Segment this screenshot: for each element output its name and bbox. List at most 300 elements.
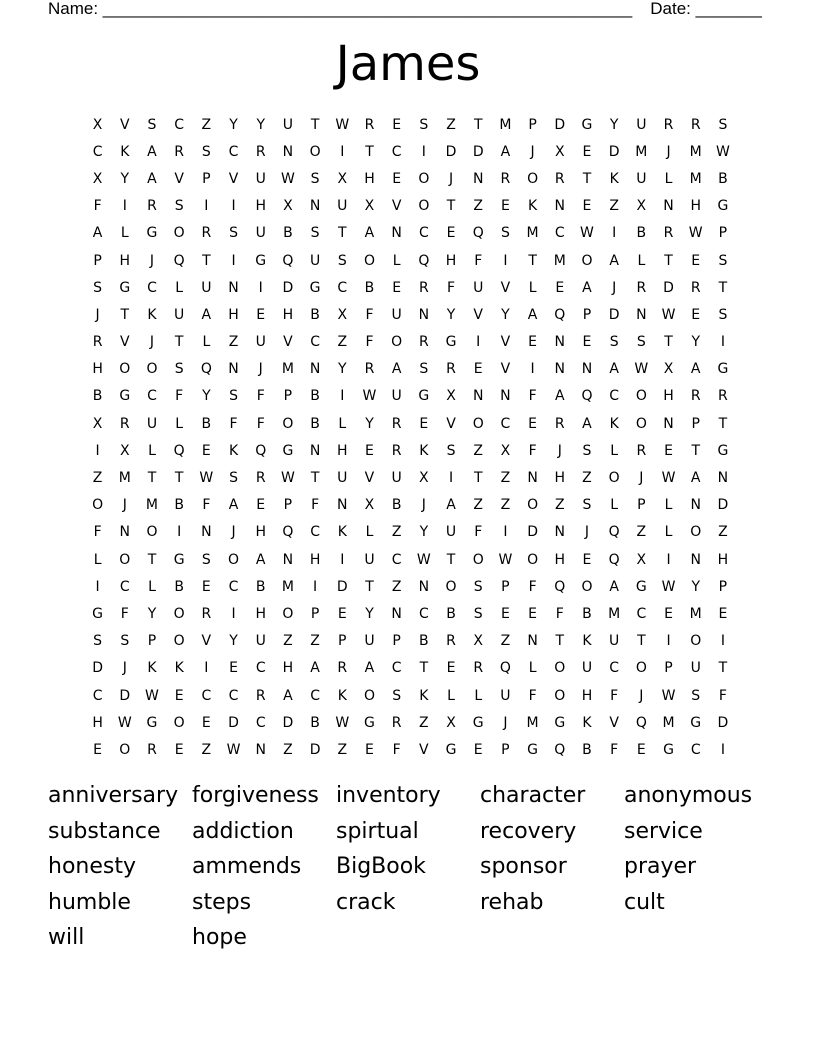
grid-letter: X bbox=[636, 198, 647, 215]
grid-letter: K bbox=[147, 306, 157, 323]
grid-letter: W bbox=[416, 551, 431, 568]
grid-letter: C bbox=[310, 524, 320, 541]
grid-letter: J bbox=[666, 143, 671, 160]
grid-letter: U bbox=[201, 279, 212, 296]
grid-letter: O bbox=[418, 170, 430, 187]
grid-letter: P bbox=[93, 252, 102, 269]
grid-letter: L bbox=[664, 497, 673, 514]
grid-letter: O bbox=[418, 198, 430, 215]
grid-letter: N bbox=[472, 388, 484, 405]
grid-letter: R bbox=[554, 415, 565, 432]
grid-letter: A bbox=[554, 388, 565, 405]
grid-letter: E bbox=[93, 741, 103, 758]
grid-letter: O bbox=[173, 633, 185, 650]
grid-letter: N bbox=[472, 170, 484, 187]
grid-letter: K bbox=[337, 687, 347, 704]
grid-letter: E bbox=[718, 605, 728, 622]
grid-letter: P bbox=[392, 633, 401, 650]
grid-letter: K bbox=[609, 415, 619, 432]
grid-letter: X bbox=[663, 361, 674, 378]
grid-letter: M bbox=[526, 225, 539, 242]
word-bank-item: honesty bbox=[48, 854, 136, 879]
grid-letter: X bbox=[337, 306, 348, 323]
grid-letter: A bbox=[228, 497, 239, 514]
grid-letter: F bbox=[392, 741, 401, 758]
grid-letter: U bbox=[364, 633, 375, 650]
grid-letter: F bbox=[120, 605, 129, 622]
grid-letter: D bbox=[663, 279, 674, 296]
grid-letter: Q bbox=[554, 306, 566, 323]
grid-letter: P bbox=[718, 578, 728, 595]
grid-letter: P bbox=[310, 605, 320, 622]
grid-letter: T bbox=[365, 578, 374, 595]
grid-letter: X bbox=[119, 442, 130, 459]
grid-letter: R bbox=[364, 116, 375, 133]
grid-letter: C bbox=[418, 605, 429, 622]
grid-letter: L bbox=[392, 252, 401, 269]
grid-letter: N bbox=[636, 306, 647, 323]
grid-letter: U bbox=[445, 524, 457, 541]
grid-letter: H bbox=[255, 605, 266, 622]
grid-letter: M bbox=[281, 578, 294, 595]
grid-letter: A bbox=[582, 415, 592, 432]
grid-letter: C bbox=[228, 143, 239, 160]
grid-letter: C bbox=[255, 714, 266, 731]
grid-letter: D bbox=[554, 116, 566, 133]
grid-letter: I bbox=[204, 660, 209, 677]
grid-letter: T bbox=[446, 551, 456, 568]
grid-letter: Y bbox=[691, 578, 700, 595]
word-bank-item: addiction bbox=[192, 818, 294, 844]
grid-letter: Q bbox=[554, 578, 566, 595]
grid-letter: X bbox=[446, 714, 456, 731]
grid-letter: O bbox=[445, 578, 457, 595]
grid-letter: I bbox=[340, 551, 345, 568]
grid-letter: T bbox=[310, 116, 320, 133]
grid-letter: B bbox=[718, 170, 728, 187]
grid-letter: B bbox=[310, 415, 320, 432]
grid-letter: Z bbox=[92, 470, 103, 487]
grid-letter: K bbox=[228, 442, 239, 459]
grid-letter: O bbox=[173, 225, 185, 242]
grid-letter: E bbox=[500, 605, 510, 622]
grid-letter: U bbox=[636, 116, 647, 133]
grid-letter: Z bbox=[446, 116, 456, 133]
grid-letter: U bbox=[337, 198, 348, 215]
grid-letter: I bbox=[612, 225, 617, 242]
grid-letter: O bbox=[146, 524, 158, 541]
grid-letter: F bbox=[474, 524, 483, 541]
grid-letter: B bbox=[310, 306, 320, 323]
grid-letter: B bbox=[446, 605, 456, 622]
grid-letter: P bbox=[202, 170, 211, 187]
grid-letter: F bbox=[528, 388, 537, 405]
grid-letter: U bbox=[146, 415, 158, 432]
grid-letter: J bbox=[122, 497, 127, 514]
grid-letter: J bbox=[448, 170, 454, 187]
grid-letter: K bbox=[174, 660, 184, 677]
grid-letter: I bbox=[204, 198, 209, 215]
grid-letter: H bbox=[255, 198, 266, 215]
grid-letter: A bbox=[500, 143, 511, 160]
grid-letter: N bbox=[391, 605, 402, 622]
grid-letter: J bbox=[149, 334, 155, 351]
grid-letter: R bbox=[446, 633, 456, 650]
grid-letter: N bbox=[527, 633, 538, 650]
grid-letter: I bbox=[448, 470, 454, 487]
grid-letter: O bbox=[554, 687, 566, 704]
grid-letter: V bbox=[228, 170, 239, 187]
grid-letter: F bbox=[474, 252, 483, 269]
grid-letter: C bbox=[391, 143, 402, 160]
grid-letter: N bbox=[554, 524, 566, 541]
grid-letter: Z bbox=[718, 524, 728, 541]
grid-letter: W bbox=[199, 470, 214, 487]
grid-letter: A bbox=[310, 660, 320, 677]
grid-letter: S bbox=[229, 225, 238, 242]
grid-letter: B bbox=[310, 714, 320, 731]
grid-letter: F bbox=[365, 306, 374, 323]
grid-letter: T bbox=[174, 470, 184, 487]
grid-letter: S bbox=[609, 334, 619, 351]
grid-letter: J bbox=[258, 361, 263, 378]
grid-letter: C bbox=[228, 578, 239, 595]
grid-letter: I bbox=[340, 388, 345, 405]
grid-letter: O bbox=[119, 741, 131, 758]
grid-letter: W bbox=[688, 225, 703, 242]
word-bank-item: cult bbox=[624, 889, 665, 915]
grid-letter: R bbox=[690, 388, 701, 405]
word-bank-item: prayer bbox=[624, 854, 697, 879]
grid-letter: A bbox=[609, 578, 619, 595]
grid-letter: R bbox=[554, 170, 565, 187]
grid-letter: H bbox=[554, 551, 566, 568]
grid-letter: U bbox=[690, 660, 701, 677]
grid-letter: O bbox=[282, 605, 294, 622]
grid-letter: H bbox=[663, 388, 674, 405]
grid-letter: Y bbox=[229, 116, 238, 133]
grid-letter: C bbox=[337, 279, 348, 296]
grid-letter: T bbox=[691, 442, 700, 459]
grid-letter: U bbox=[391, 470, 402, 487]
grid-letter: I bbox=[122, 198, 127, 215]
grid-letter: Z bbox=[337, 334, 348, 351]
grid-letter: L bbox=[365, 524, 374, 541]
grid-letter: R bbox=[364, 361, 375, 378]
grid-letter: K bbox=[609, 170, 619, 187]
grid-letter: N bbox=[663, 198, 674, 215]
grid-letter: B bbox=[201, 415, 212, 432]
grid-letter: R bbox=[92, 334, 103, 351]
word-bank bbox=[48, 778, 768, 956]
grid-letter: Y bbox=[229, 633, 238, 650]
grid-letter: F bbox=[528, 687, 537, 704]
grid-letter: T bbox=[473, 116, 483, 133]
grid-letter: B bbox=[636, 225, 647, 242]
grid-letter: F bbox=[528, 442, 537, 459]
grid-letter: N bbox=[554, 198, 566, 215]
grid-letter: V bbox=[283, 334, 293, 351]
grid-letter: K bbox=[582, 714, 592, 731]
grid-letter: X bbox=[364, 198, 375, 215]
grid-letter: Z bbox=[582, 470, 592, 487]
grid-letter: C bbox=[92, 687, 103, 704]
word-bank-item: character bbox=[480, 783, 586, 808]
grid-letter: N bbox=[255, 741, 266, 758]
grid-letter: H bbox=[717, 551, 729, 568]
grid-letter: A bbox=[364, 660, 375, 677]
word-bank-item: forgiveness bbox=[192, 783, 319, 808]
grid-letter: W bbox=[661, 470, 676, 487]
grid-letter: H bbox=[364, 170, 375, 187]
grid-letter: Z bbox=[554, 497, 565, 514]
grid-letter: L bbox=[93, 551, 102, 568]
grid-letter: D bbox=[472, 143, 484, 160]
grid-letter: Y bbox=[365, 605, 374, 622]
grid-letter: Q bbox=[472, 225, 484, 242]
grid-letter: L bbox=[610, 442, 619, 459]
grid-letter: T bbox=[419, 660, 429, 677]
grid-letter: G bbox=[146, 714, 158, 731]
grid-letter: E bbox=[174, 687, 184, 704]
grid-letter: Q bbox=[255, 442, 267, 459]
grid-letter: U bbox=[609, 633, 620, 650]
grid-letter: X bbox=[92, 116, 103, 133]
grid-letter: E bbox=[691, 306, 701, 323]
grid-letter: D bbox=[282, 279, 294, 296]
grid-letter: L bbox=[447, 687, 455, 704]
grid-letter: A bbox=[147, 170, 157, 187]
grid-letter: G bbox=[663, 741, 674, 758]
grid-letter: W bbox=[715, 143, 730, 160]
word-bank-item: steps bbox=[192, 889, 252, 915]
grid-letter: X bbox=[419, 470, 429, 487]
grid-letter: I bbox=[258, 279, 263, 296]
grid-letter: D bbox=[309, 741, 321, 758]
grid-letter: R bbox=[446, 361, 456, 378]
grid-letter: R bbox=[255, 687, 266, 704]
grid-letter: Y bbox=[202, 388, 211, 405]
grid-letter: R bbox=[174, 143, 185, 160]
grid-letter: B bbox=[92, 388, 103, 405]
grid-letter: K bbox=[419, 442, 429, 459]
grid-letter: L bbox=[610, 497, 619, 514]
word-bank-item: humble bbox=[48, 889, 131, 915]
grid-letter: R bbox=[255, 470, 266, 487]
grid-letter: E bbox=[473, 361, 483, 378]
grid-letter: Y bbox=[609, 116, 619, 133]
grid-letter: A bbox=[446, 497, 456, 514]
grid-letter: T bbox=[528, 252, 537, 269]
grid-letter: C bbox=[92, 143, 103, 160]
grid-letter: Z bbox=[419, 714, 429, 731]
grid-letter: S bbox=[691, 687, 701, 704]
grid-letter: G bbox=[119, 388, 131, 405]
grid-letter: N bbox=[309, 442, 321, 459]
grid-letter: C bbox=[391, 660, 402, 677]
grid-letter: Z bbox=[473, 442, 484, 459]
grid-letter: O bbox=[146, 361, 158, 378]
grid-letter: G bbox=[418, 388, 430, 405]
grid-letter: C bbox=[500, 415, 511, 432]
grid-letter: F bbox=[528, 578, 537, 595]
grid-letter: E bbox=[528, 415, 538, 432]
grid-letter: N bbox=[282, 143, 294, 160]
grid-letter: M bbox=[608, 605, 621, 622]
grid-letter: Q bbox=[282, 252, 294, 269]
grid-letter: P bbox=[691, 415, 700, 432]
grid-letter: I bbox=[720, 334, 725, 351]
grid-letter: H bbox=[445, 252, 457, 269]
grid-letter: V bbox=[364, 470, 375, 487]
grid-letter: X bbox=[92, 415, 103, 432]
grid-letter: W bbox=[580, 225, 594, 242]
name-label: Name: ________________________________________________________ bbox=[48, 0, 633, 18]
grid-letter: S bbox=[582, 442, 592, 459]
grid-letter: A bbox=[690, 361, 701, 378]
grid-letter: Y bbox=[419, 524, 429, 541]
grid-letter: U bbox=[636, 170, 647, 187]
grid-letter: N bbox=[228, 279, 239, 296]
grid-letter: S bbox=[582, 497, 592, 514]
grid-letter: I bbox=[421, 143, 426, 160]
grid-letter: S bbox=[93, 633, 103, 650]
grid-letter: V bbox=[201, 633, 212, 650]
grid-letter: G bbox=[472, 714, 484, 731]
grid-letter: X bbox=[636, 551, 647, 568]
grid-letter: E bbox=[392, 116, 402, 133]
grid-letter: E bbox=[256, 497, 266, 514]
grid-letter: E bbox=[337, 605, 347, 622]
word-bank-item: crack bbox=[336, 889, 396, 915]
grid-letter: V bbox=[174, 170, 184, 187]
grid-letter: E bbox=[582, 198, 592, 215]
word-bank-item: rehab bbox=[480, 889, 544, 915]
date-label: Date: _______ bbox=[650, 0, 762, 18]
grid-letter: W bbox=[661, 578, 676, 595]
grid-letter: H bbox=[92, 361, 103, 378]
grid-letter: M bbox=[553, 252, 566, 269]
grid-letter: O bbox=[363, 252, 375, 269]
grid-letter: S bbox=[201, 551, 211, 568]
grid-letter: M bbox=[499, 116, 512, 133]
grid-letter: D bbox=[119, 687, 131, 704]
grid-letter: N bbox=[337, 497, 348, 514]
grid-letter: M bbox=[635, 143, 648, 160]
grid-letter: N bbox=[690, 497, 701, 514]
grid-letter: B bbox=[582, 605, 592, 622]
grid-letter: I bbox=[720, 633, 725, 650]
grid-letter: Q bbox=[635, 714, 647, 731]
grid-letter: U bbox=[255, 334, 266, 351]
grid-letter: F bbox=[610, 687, 619, 704]
grid-letter: R bbox=[418, 334, 429, 351]
grid-letter: G bbox=[146, 225, 158, 242]
grid-letter: H bbox=[119, 252, 131, 269]
grid-letter: T bbox=[718, 279, 728, 296]
grid-letter: D bbox=[445, 143, 457, 160]
grid-letter: Z bbox=[636, 524, 647, 541]
grid-letter: O bbox=[119, 361, 131, 378]
grid-letter: R bbox=[690, 116, 701, 133]
grid-letter: A bbox=[92, 225, 103, 242]
grid-letter: H bbox=[282, 306, 294, 323]
grid-letter: R bbox=[636, 442, 647, 459]
grid-letter: D bbox=[608, 306, 620, 323]
grid-letter: W bbox=[498, 551, 513, 568]
grid-letter: R bbox=[418, 279, 429, 296]
grid-letter: F bbox=[447, 279, 456, 296]
word-bank-item: substance bbox=[48, 818, 161, 844]
grid-letter: H bbox=[337, 442, 348, 459]
grid-letter: T bbox=[365, 143, 374, 160]
grid-letter: S bbox=[500, 225, 510, 242]
grid-letter: W bbox=[280, 470, 295, 487]
grid-letter: Z bbox=[228, 334, 239, 351]
grid-letter: A bbox=[147, 143, 157, 160]
grid-letter: G bbox=[635, 578, 647, 595]
grid-letter: U bbox=[309, 252, 321, 269]
grid-letter: A bbox=[609, 252, 619, 269]
grid-letter: F bbox=[93, 198, 102, 215]
grid-letter: O bbox=[92, 497, 104, 514]
grid-letter: U bbox=[337, 470, 348, 487]
grid-letter: M bbox=[145, 497, 159, 514]
grid-letter: B bbox=[174, 497, 184, 514]
grid-letter: Z bbox=[473, 198, 484, 215]
grid-letter: P bbox=[718, 225, 728, 242]
grid-letter: S bbox=[392, 687, 402, 704]
grid-letter: F bbox=[256, 388, 265, 405]
grid-letter: X bbox=[446, 388, 456, 405]
grid-letter: T bbox=[174, 334, 184, 351]
grid-letter: E bbox=[256, 306, 266, 323]
grid-letter: Q bbox=[173, 252, 185, 269]
grid-letter: N bbox=[527, 470, 538, 487]
grid-letter: S bbox=[147, 116, 157, 133]
grid-letter: X bbox=[337, 170, 348, 187]
grid-letter: C bbox=[609, 660, 620, 677]
grid-letter: S bbox=[419, 361, 429, 378]
grid-letter: P bbox=[501, 578, 510, 595]
grid-letter: Y bbox=[120, 170, 130, 187]
grid-letter: T bbox=[718, 660, 728, 677]
grid-letter: Q bbox=[499, 660, 511, 677]
grid-letter: R bbox=[391, 415, 402, 432]
grid-letter: Q bbox=[173, 442, 185, 459]
grid-letter: F bbox=[311, 497, 320, 514]
grid-letter: N bbox=[309, 361, 321, 378]
grid-letter: T bbox=[446, 198, 456, 215]
grid-letter: N bbox=[418, 578, 430, 595]
grid-letter: D bbox=[228, 714, 239, 731]
grid-letter: N bbox=[201, 524, 212, 541]
grid-letter: J bbox=[557, 442, 562, 459]
grid-letter: P bbox=[528, 116, 537, 133]
grid-letter: Y bbox=[365, 415, 374, 432]
grid-letter: T bbox=[664, 334, 673, 351]
grid-letter: B bbox=[310, 388, 320, 405]
grid-letter: P bbox=[283, 388, 293, 405]
grid-letter: O bbox=[581, 578, 593, 595]
grid-letter: E bbox=[500, 198, 510, 215]
grid-letter: I bbox=[231, 198, 236, 215]
grid-letter: H bbox=[309, 551, 321, 568]
grid-letter: B bbox=[174, 578, 184, 595]
grid-letter: U bbox=[391, 388, 402, 405]
grid-letter: E bbox=[201, 442, 211, 459]
grid-letter: P bbox=[283, 497, 293, 514]
